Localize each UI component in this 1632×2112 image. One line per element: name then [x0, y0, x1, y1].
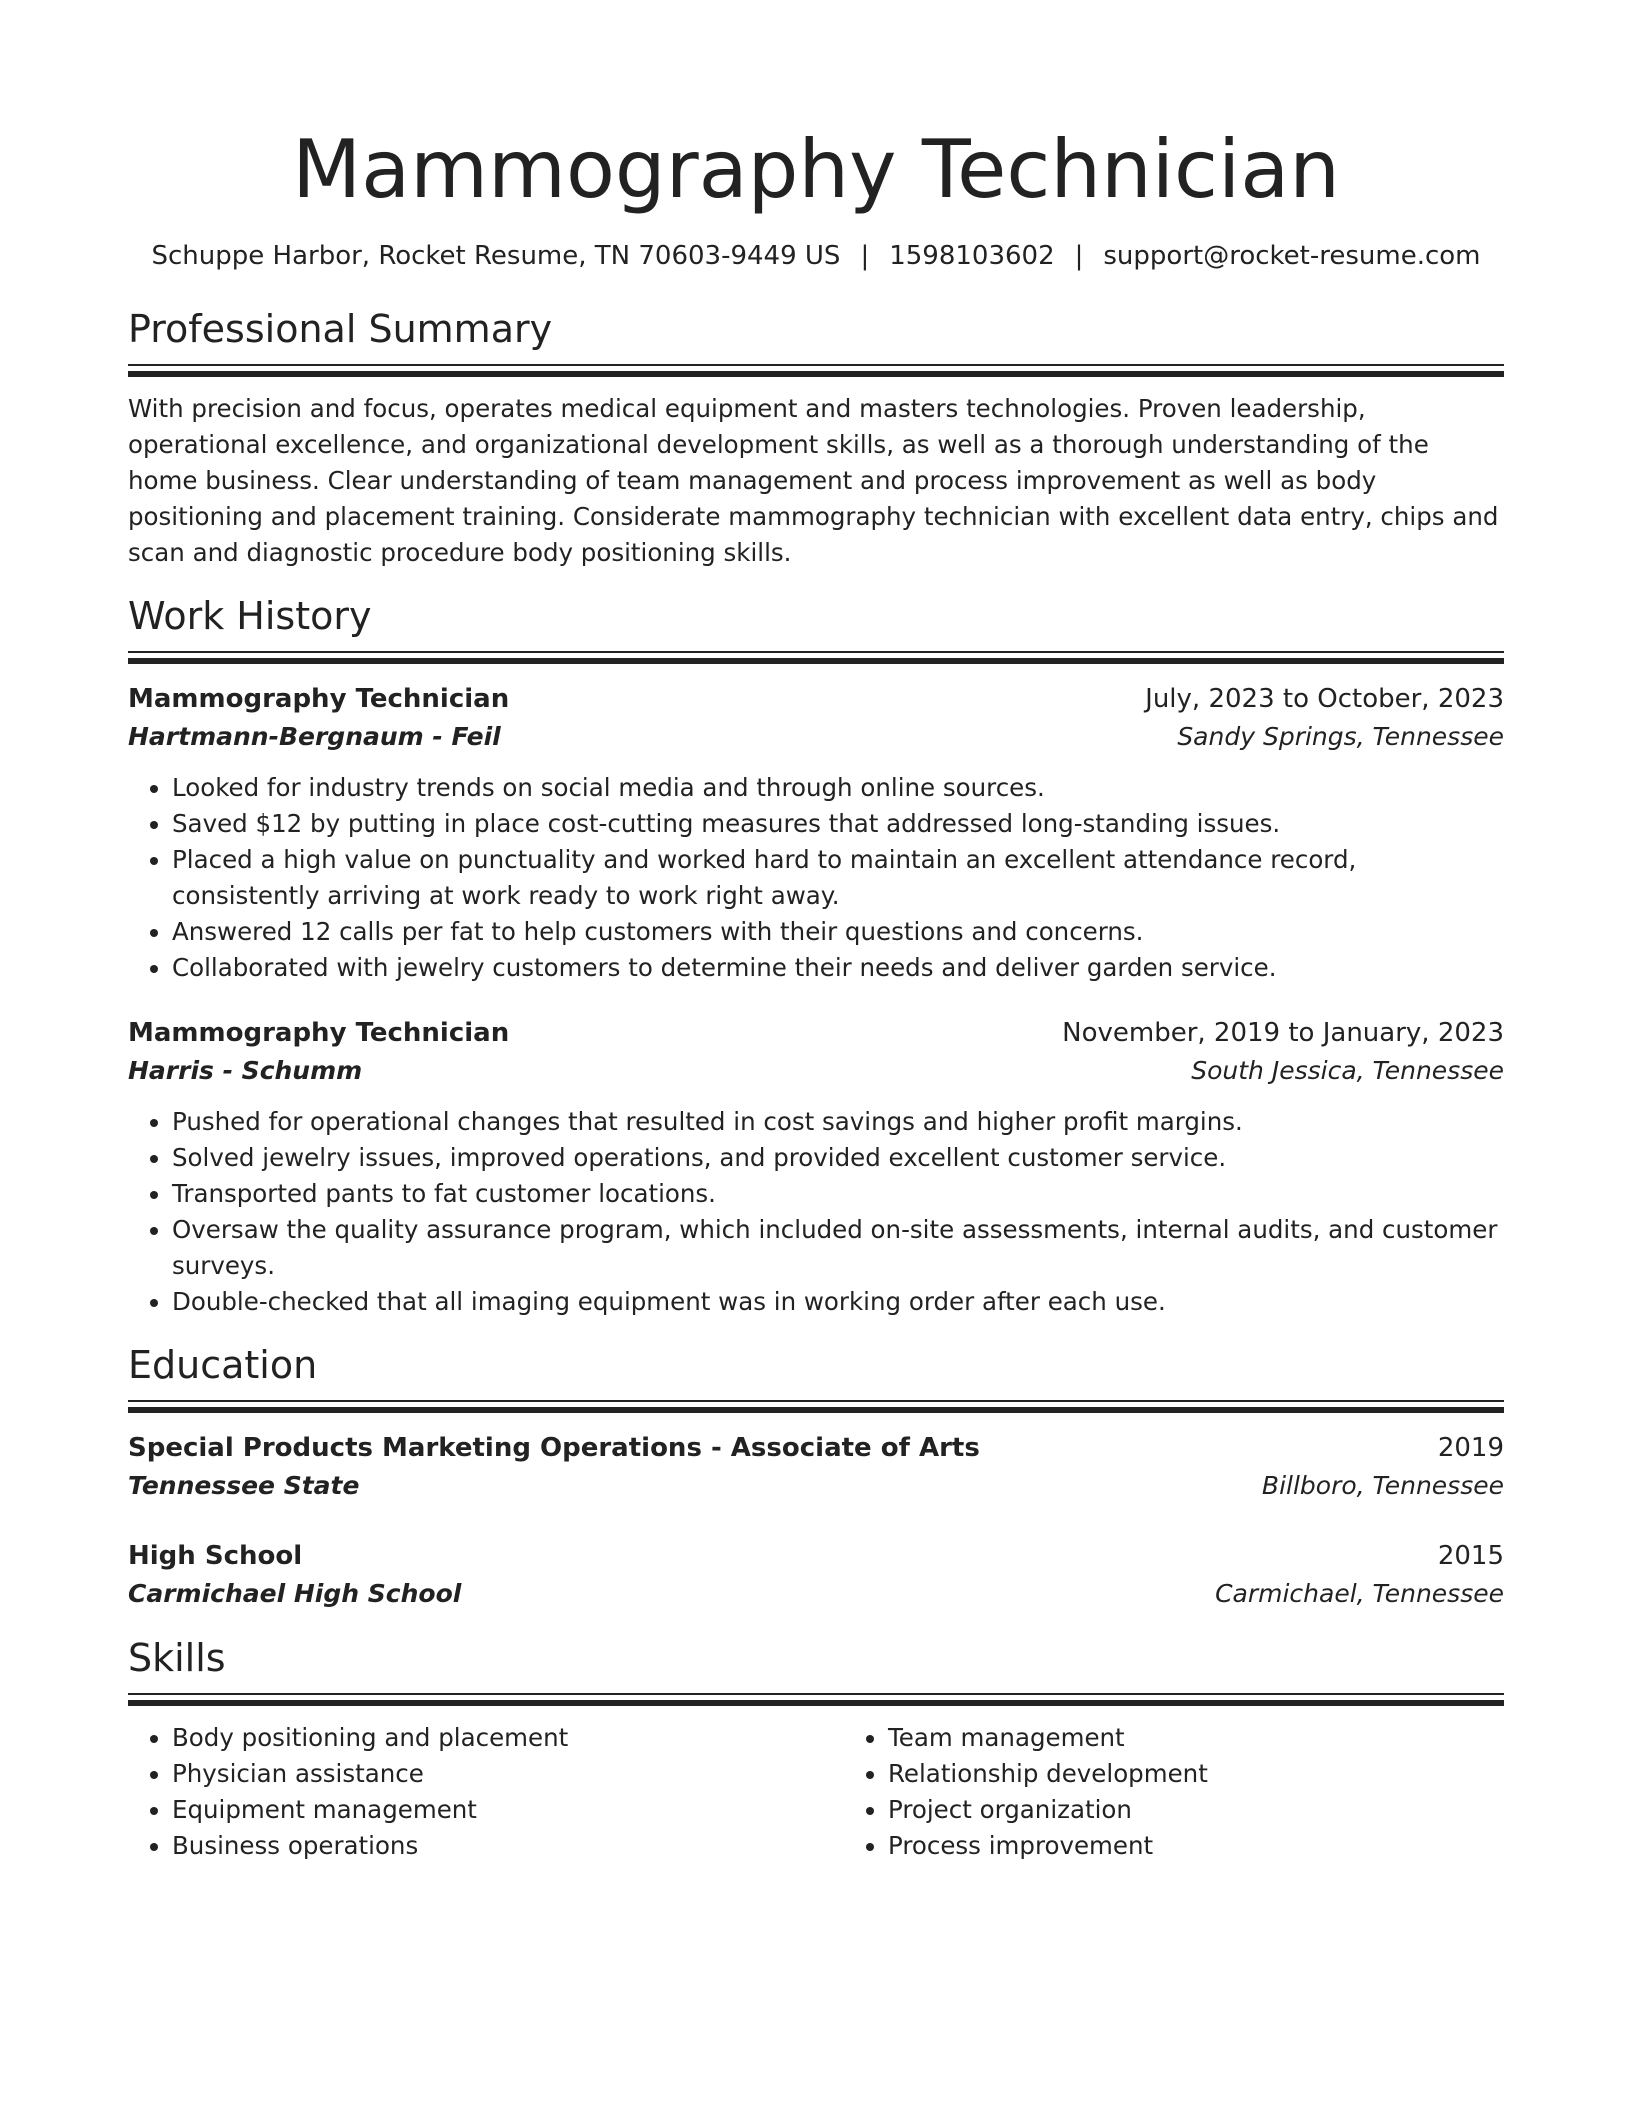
skill-item: • Body positioning and placement [172, 1720, 844, 1756]
section-rule-thick [128, 371, 1504, 377]
skills-section [128, 1633, 1504, 1864]
job-subheader [128, 718, 1504, 756]
contact-line [128, 238, 1504, 274]
education-school: Carmichael High School [128, 1579, 462, 1608]
skill-item: • Business operations [172, 1828, 844, 1864]
section-rule-thick [128, 1407, 1504, 1413]
section-rule [128, 364, 1504, 366]
contact-separator: | [1074, 241, 1084, 271]
job-bullet: • Saved $12 by putting in place cost-cutting measures that addressed long-standing issues. [172, 806, 1504, 842]
skills-column-right [844, 1720, 1504, 1864]
job-bullet: • Collaborated with jewelry customers to determine their needs and deliver garden service. [172, 950, 1504, 986]
job-title: Mammography Technician [128, 1018, 510, 1048]
education-degree: Special Products Marketing Operations - Associate of Arts [128, 1433, 980, 1463]
contact-phone: 1598103602 [889, 241, 1055, 271]
skill-item: • Project organization [888, 1792, 1504, 1828]
summary-text: With precision and focus, operates medical equipment and masters technologies. Proven leadership, operational excellence, and organizational development skills, as well as a thorough understanding of the home business. Clear understanding of team management and process improvement as well as body positioning and placement training. Considerate mammography technician with excellent data entry, chips and scan and diagnostic procedure body positioning skills. [128, 394, 1499, 567]
section-rule [128, 651, 1504, 653]
job-bullet: • Looked for industry trends on social media and through online sources. [172, 770, 1504, 806]
skills-column-left [128, 1720, 844, 1864]
education-entry [128, 1429, 1504, 1505]
education-year: 2015 [1437, 1541, 1504, 1571]
education-entry [128, 1537, 1504, 1613]
section-rule-thick [128, 658, 1504, 664]
skill-item: • Team management [888, 1720, 1504, 1756]
education-section [128, 1340, 1504, 1613]
section-rule [128, 1400, 1504, 1402]
job-location: South Jessica, Tennessee [1191, 1056, 1504, 1085]
education-subheader [128, 1467, 1504, 1505]
job-bullet: • Double-checked that all imaging equipment was in working order after each use. [172, 1284, 1504, 1320]
job-company: Harris - Schumm [128, 1056, 363, 1085]
education-location: Carmichael, Tennessee [1215, 1579, 1504, 1608]
job-bullet: • Oversaw the quality assurance program, which included on-site assessments, internal audits, and customer surveys. [172, 1212, 1504, 1284]
section-rule [128, 1693, 1504, 1695]
job-bullet: • Solved jewelry issues, improved operations, and provided excellent customer service. [172, 1140, 1504, 1176]
job-title: Mammography Technician [128, 684, 510, 714]
section-title-summary: Professional Summary [128, 307, 553, 351]
job-header [128, 1014, 1504, 1052]
section-rule-thick [128, 1700, 1504, 1706]
job-bullets [128, 1104, 1504, 1320]
section-title-skills: Skills [128, 1636, 226, 1680]
job-bullet: • Placed a high value on punctuality and worked hard to maintain an excellent attendance record, consistently arriving at work ready to work right away. [172, 842, 1504, 914]
education-header [128, 1537, 1504, 1575]
job-bullet: • Transported pants to fat customer locations. [172, 1176, 1504, 1212]
education-school: Tennessee State [128, 1471, 360, 1500]
education-subheader [128, 1575, 1504, 1613]
contact-address: Schuppe Harbor, Rocket Resume, TN 70603-9449 US [151, 241, 841, 271]
job-dates: November, 2019 to January, 2023 [1062, 1018, 1504, 1048]
contact-email: support@rocket-resume.com [1103, 241, 1481, 271]
skill-item: • Process improvement [888, 1828, 1504, 1864]
education-location: Billboro, Tennessee [1261, 1471, 1504, 1500]
education-header [128, 1429, 1504, 1467]
job-bullet: • Pushed for operational changes that resulted in cost savings and higher profit margins. [172, 1104, 1504, 1140]
job-subheader [128, 1052, 1504, 1090]
resume-name: Mammography Technician [292, 123, 1340, 216]
job-dates: July, 2023 to October, 2023 [1145, 684, 1504, 714]
skill-item: • Physician assistance [172, 1756, 844, 1792]
contact-separator: | [860, 241, 870, 271]
job-entry [128, 1014, 1504, 1320]
skill-item: • Relationship development [888, 1756, 1504, 1792]
job-bullet: • Answered 12 calls per fat to help customers with their questions and concerns. [172, 914, 1504, 950]
skill-item: • Equipment management [172, 1792, 844, 1828]
section-title-work: Work History [128, 594, 372, 638]
job-entry [128, 680, 1504, 986]
job-company: Hartmann-Bergnaum - Feil [128, 722, 501, 751]
work-section [128, 591, 1504, 1320]
summary-section [128, 304, 1504, 571]
job-location: Sandy Springs, Tennessee [1177, 722, 1504, 751]
job-bullets [128, 770, 1504, 986]
job-header [128, 680, 1504, 718]
education-year: 2019 [1437, 1433, 1504, 1463]
section-title-education: Education [128, 1343, 318, 1387]
skills-grid [128, 1720, 1504, 1864]
education-degree: High School [128, 1541, 303, 1571]
